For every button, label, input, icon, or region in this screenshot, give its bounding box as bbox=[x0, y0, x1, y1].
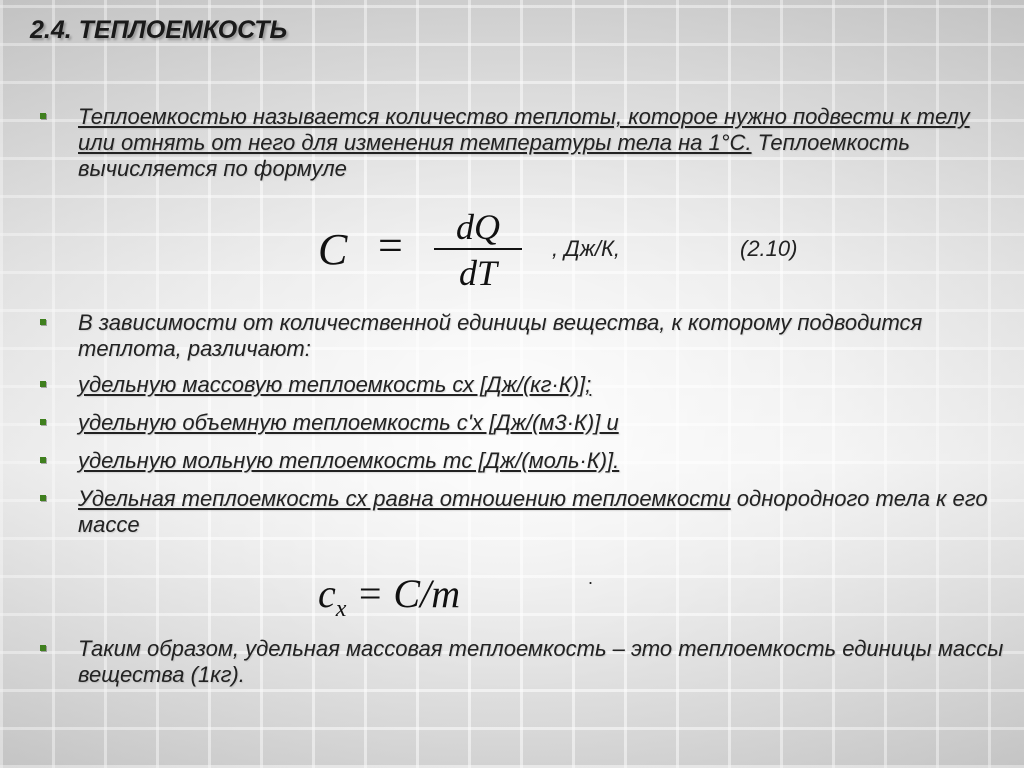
formula-numerator: dQ bbox=[456, 207, 500, 247]
conclusion-text: Таким образом, удельная массовая теплоемкость – это теплоемкость единицы массы вещества (1кг). bbox=[78, 636, 1004, 687]
formula-equals: = bbox=[378, 221, 403, 270]
paragraph-conclusion bbox=[40, 636, 1004, 688]
bullet-square-icon bbox=[40, 381, 46, 387]
bullet-square-icon bbox=[40, 495, 46, 501]
bullet-square-icon bbox=[40, 319, 46, 325]
fraction-bar bbox=[434, 248, 522, 250]
paragraph-definition bbox=[40, 104, 1004, 182]
formula-fraction bbox=[430, 208, 526, 292]
formula-specific-heat bbox=[318, 570, 460, 623]
definition-rest-text: Теплоемкость вычисляется по формуле bbox=[78, 130, 910, 181]
formula2-rhs: = C/m bbox=[356, 571, 461, 616]
bullet-square-icon bbox=[40, 645, 46, 651]
bullet-list bbox=[40, 310, 1004, 538]
list-item: Удельная теплоемкость сх равна отношению теплоемкости однородного тела к его массе bbox=[40, 486, 1004, 538]
bullet-square-icon bbox=[40, 113, 46, 119]
list-item: удельную мольную теплоемкость mс [Дж/(моль·К)]. bbox=[40, 448, 1004, 474]
equation-number: (2.10) bbox=[740, 236, 798, 261]
definition-underlined-text: Теплоемкостью называется количество теплоты, которое нужно подвести к телу или отнять от него для изменения температуры тела на 1°С. bbox=[78, 104, 970, 155]
list-item: удельную объемную теплоемкость с'х [Дж/(м3·К)] и bbox=[40, 410, 1004, 436]
formula2-dot: . bbox=[588, 568, 594, 588]
formula-denominator: dT bbox=[458, 253, 498, 293]
formula2-subscript: x bbox=[335, 596, 347, 622]
formula-lhs: C bbox=[318, 225, 348, 274]
list-item: удельную массовую теплоемкость сх [Дж/(кг·К)]; bbox=[40, 372, 1004, 398]
formula-unit: , Дж/К, bbox=[552, 236, 621, 261]
slide-title: 2.4. ТЕПЛОЕМКОСТЬ bbox=[30, 16, 288, 44]
bullet-square-icon bbox=[40, 457, 46, 463]
formula2-lhs: c bbox=[318, 571, 336, 616]
list-item: В зависимости от количественной единицы вещества, к которому подводится теплота, различают: bbox=[40, 310, 1004, 362]
bullet-square-icon bbox=[40, 419, 46, 425]
